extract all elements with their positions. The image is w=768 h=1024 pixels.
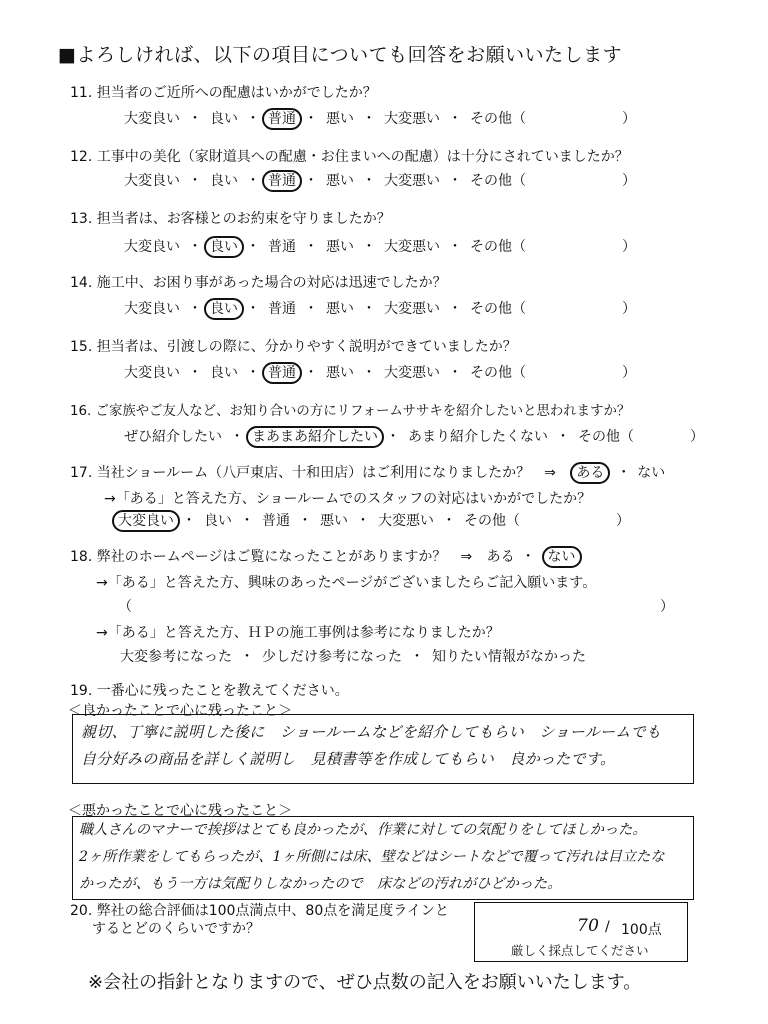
option-circled: 良い — [204, 298, 244, 320]
option: 良い — [204, 513, 232, 529]
separator: ・ — [304, 239, 318, 255]
question-19: 19. 一番心に残ったことを教えてください。 — [70, 683, 349, 699]
separator: ・ — [442, 513, 456, 529]
option-circled: 良い — [204, 236, 244, 258]
q18-close-paren: ） — [660, 599, 674, 615]
q18-yes: ある — [486, 549, 515, 565]
question-20-line-2: するとどのくらいですか？ — [92, 921, 260, 937]
separator: ・ — [188, 301, 202, 317]
separator: ・ — [362, 301, 376, 317]
question-18 — [70, 546, 582, 568]
q13-options — [118, 236, 636, 258]
option: 大変良い — [124, 239, 180, 255]
option: 悪い — [326, 173, 354, 189]
option: 悪い — [326, 239, 354, 255]
separator: ・ — [448, 173, 462, 189]
question-20-line-1: 20. 弊社の総合評価は100点満点中、80点を満足度ラインと — [70, 903, 449, 919]
separator: ・ — [448, 239, 462, 255]
q19-good-line-2: 自分好みの商品を詳しく説明し 見積書等を作成してもらい 良かったです。 — [81, 750, 616, 768]
q19-bad-text — [73, 817, 693, 898]
option: その他（ — [470, 239, 526, 255]
q16-options — [118, 426, 704, 448]
option: 大変悪い — [384, 301, 440, 317]
separator: ・ — [246, 301, 260, 317]
separator: ・ — [521, 549, 536, 565]
q19-good-line-1: 親切、丁寧に説明した後に ショールームなどを紹介してもらい ショールームでも — [81, 723, 662, 741]
separator: ・ — [304, 173, 318, 189]
separator: ・ — [448, 111, 462, 127]
close-paren: ） — [616, 513, 630, 529]
option: 悪い — [326, 111, 354, 127]
separator: ・ — [188, 239, 202, 255]
option: 大変悪い — [384, 111, 440, 127]
separator: ・ — [298, 513, 312, 529]
option: 普通 — [268, 239, 296, 255]
option: 悪い — [326, 365, 354, 381]
option: 良い — [210, 173, 238, 189]
option: 良い — [210, 365, 238, 381]
option-circled: まあまあ紹介したい — [246, 426, 384, 448]
option: その他（ — [470, 111, 526, 127]
question-16: 16. ご家族やご友人など、お知り合いの方にリフォームササキを紹介したいと思われますか？ — [70, 404, 631, 419]
option: 大変良い — [124, 365, 180, 381]
footer-note: ※会社の指針となりますので、ぜひ点数の記入をお願いいたします。 — [88, 972, 642, 993]
option: ぜひ紹介したい — [124, 429, 222, 445]
q20-score-value: 70 — [577, 916, 600, 936]
q20-max-score: 100点 — [621, 922, 662, 938]
close-paren: ） — [622, 301, 636, 317]
q15-options — [118, 362, 636, 384]
q18-open-paren: （ — [118, 599, 132, 615]
q19-bad-line-3: かったが、もう一方は気配りしなかったので 床などの汚れがひどかった。 — [79, 876, 562, 892]
close-paren: ） — [690, 429, 704, 445]
q19-bad-box — [72, 816, 694, 900]
option: その他（ — [464, 513, 520, 529]
q18-no-circled: ない — [542, 546, 582, 568]
q19-good-text — [73, 715, 693, 777]
separator: ・ — [246, 365, 260, 381]
q20-score-box — [474, 902, 688, 962]
separator: ・ — [410, 649, 424, 665]
separator: ・ — [304, 365, 318, 381]
option: その他（ — [470, 301, 526, 317]
option: その他（ — [578, 429, 634, 445]
q18-text: 18. 弊社のホームページはご覧になったことがありますか？ ⇒ — [70, 549, 473, 565]
close-paren: ） — [622, 365, 636, 381]
q11-options — [118, 108, 636, 130]
separator: ・ — [240, 513, 254, 529]
q14-options — [118, 298, 636, 320]
separator: ・ — [362, 365, 376, 381]
q19-bad-line-2: 2ヶ所作業をしてもらったが、1ヶ所側には床、壁などはシートなどで覆って汚れは目立たな — [79, 849, 665, 865]
separator: ・ — [304, 301, 318, 317]
option: 大変参考になった — [120, 649, 232, 665]
q18-sub-question-1: →「ある」と答えた方、興味のあったページがございましたらご記入願います。 — [96, 575, 597, 591]
option: 良い — [210, 111, 238, 127]
option-circled: 普通 — [262, 362, 302, 384]
option-circled: 普通 — [262, 170, 302, 192]
option: あまり紹介したくない — [408, 429, 548, 445]
question-13: 13. 担当者は、お客様とのお約束を守りましたか？ — [70, 211, 391, 227]
separator: ・ — [182, 513, 196, 529]
q20-note: 厳しく採点してください — [511, 943, 649, 958]
question-17 — [70, 462, 665, 484]
q18-sub-options — [114, 646, 592, 668]
separator: ・ — [246, 239, 260, 255]
option: 少しだけ参考になった — [262, 649, 402, 665]
separator: ・ — [362, 239, 376, 255]
close-paren: ） — [622, 111, 636, 127]
separator: ・ — [246, 173, 260, 189]
q17-yes-circled: ある — [570, 462, 610, 484]
question-11: 11. 担当者のご近所への配慮はいかがでしたか？ — [70, 85, 377, 101]
q19-good-label: ＜良かったことで心に残ったこと＞ — [68, 703, 292, 719]
option: 悪い — [326, 301, 354, 317]
separator: ・ — [304, 111, 318, 127]
separator: ・ — [448, 301, 462, 317]
option: 大変悪い — [384, 365, 440, 381]
separator: ・ — [356, 513, 370, 529]
option: 大変良い — [124, 301, 180, 317]
separator: ・ — [386, 429, 400, 445]
separator: ・ — [240, 649, 254, 665]
question-14: 14. 施工中、お困り事があった場合の対応は迅速でしたか？ — [70, 275, 447, 291]
option: 大変悪い — [384, 173, 440, 189]
option-circled: 普通 — [262, 108, 302, 130]
separator: ・ — [362, 111, 376, 127]
separator: ・ — [230, 429, 244, 445]
option: 普通 — [262, 513, 290, 529]
option: 大変悪い — [384, 239, 440, 255]
q19-good-box — [72, 714, 694, 784]
option: 大変悪い — [378, 513, 434, 529]
option: その他（ — [470, 173, 526, 189]
q20-slash: / — [605, 919, 610, 935]
q17-sub-question: →「ある」と答えた方、ショールームでのスタッフの対応はいかがでしたか？ — [104, 491, 592, 507]
separator: ・ — [188, 111, 202, 127]
option-circled: 大変良い — [112, 510, 180, 532]
separator: ・ — [246, 111, 260, 127]
option: 大変良い — [124, 173, 180, 189]
option: 大変良い — [124, 111, 180, 127]
q17-sub-options — [112, 510, 630, 532]
close-paren: ） — [622, 173, 636, 189]
q19-bad-label: ＜悪かったことで心に残ったこと＞ — [68, 803, 292, 819]
separator: ・ — [188, 365, 202, 381]
option: 知りたい情報がなかった — [432, 649, 586, 665]
page-header: ■よろしければ、以下の項目についても回答をお願いいたします — [58, 44, 623, 66]
close-paren: ） — [622, 239, 636, 255]
q19-bad-line-1: 職人さんのマナーで挨拶はとても良かったが、作業に対しての気配りをしてほしかった。 — [79, 822, 647, 838]
separator: ・ — [616, 465, 631, 481]
option: 悪い — [320, 513, 348, 529]
question-15: 15. 担当者は、引渡しの際に、分かりやすく説明ができていましたか？ — [70, 339, 517, 355]
question-12: 12. 工事中の美化（家財道具への配慮・お住まいへの配慮）は十分にされていましたか？ — [70, 149, 629, 165]
q17-text: 17. 当社ショールーム（八戸東店、十和田店）はご利用になりましたか？ ⇒ — [70, 465, 556, 481]
q17-no: ない — [637, 465, 666, 481]
option: その他（ — [470, 365, 526, 381]
q12-options — [118, 170, 636, 192]
option: 普通 — [268, 301, 296, 317]
separator: ・ — [362, 173, 376, 189]
q18-sub-question-2: →「ある」と答えた方、ＨＰの施工事例は参考になりましたか？ — [96, 625, 500, 641]
separator: ・ — [188, 173, 202, 189]
separator: ・ — [556, 429, 570, 445]
separator: ・ — [448, 365, 462, 381]
